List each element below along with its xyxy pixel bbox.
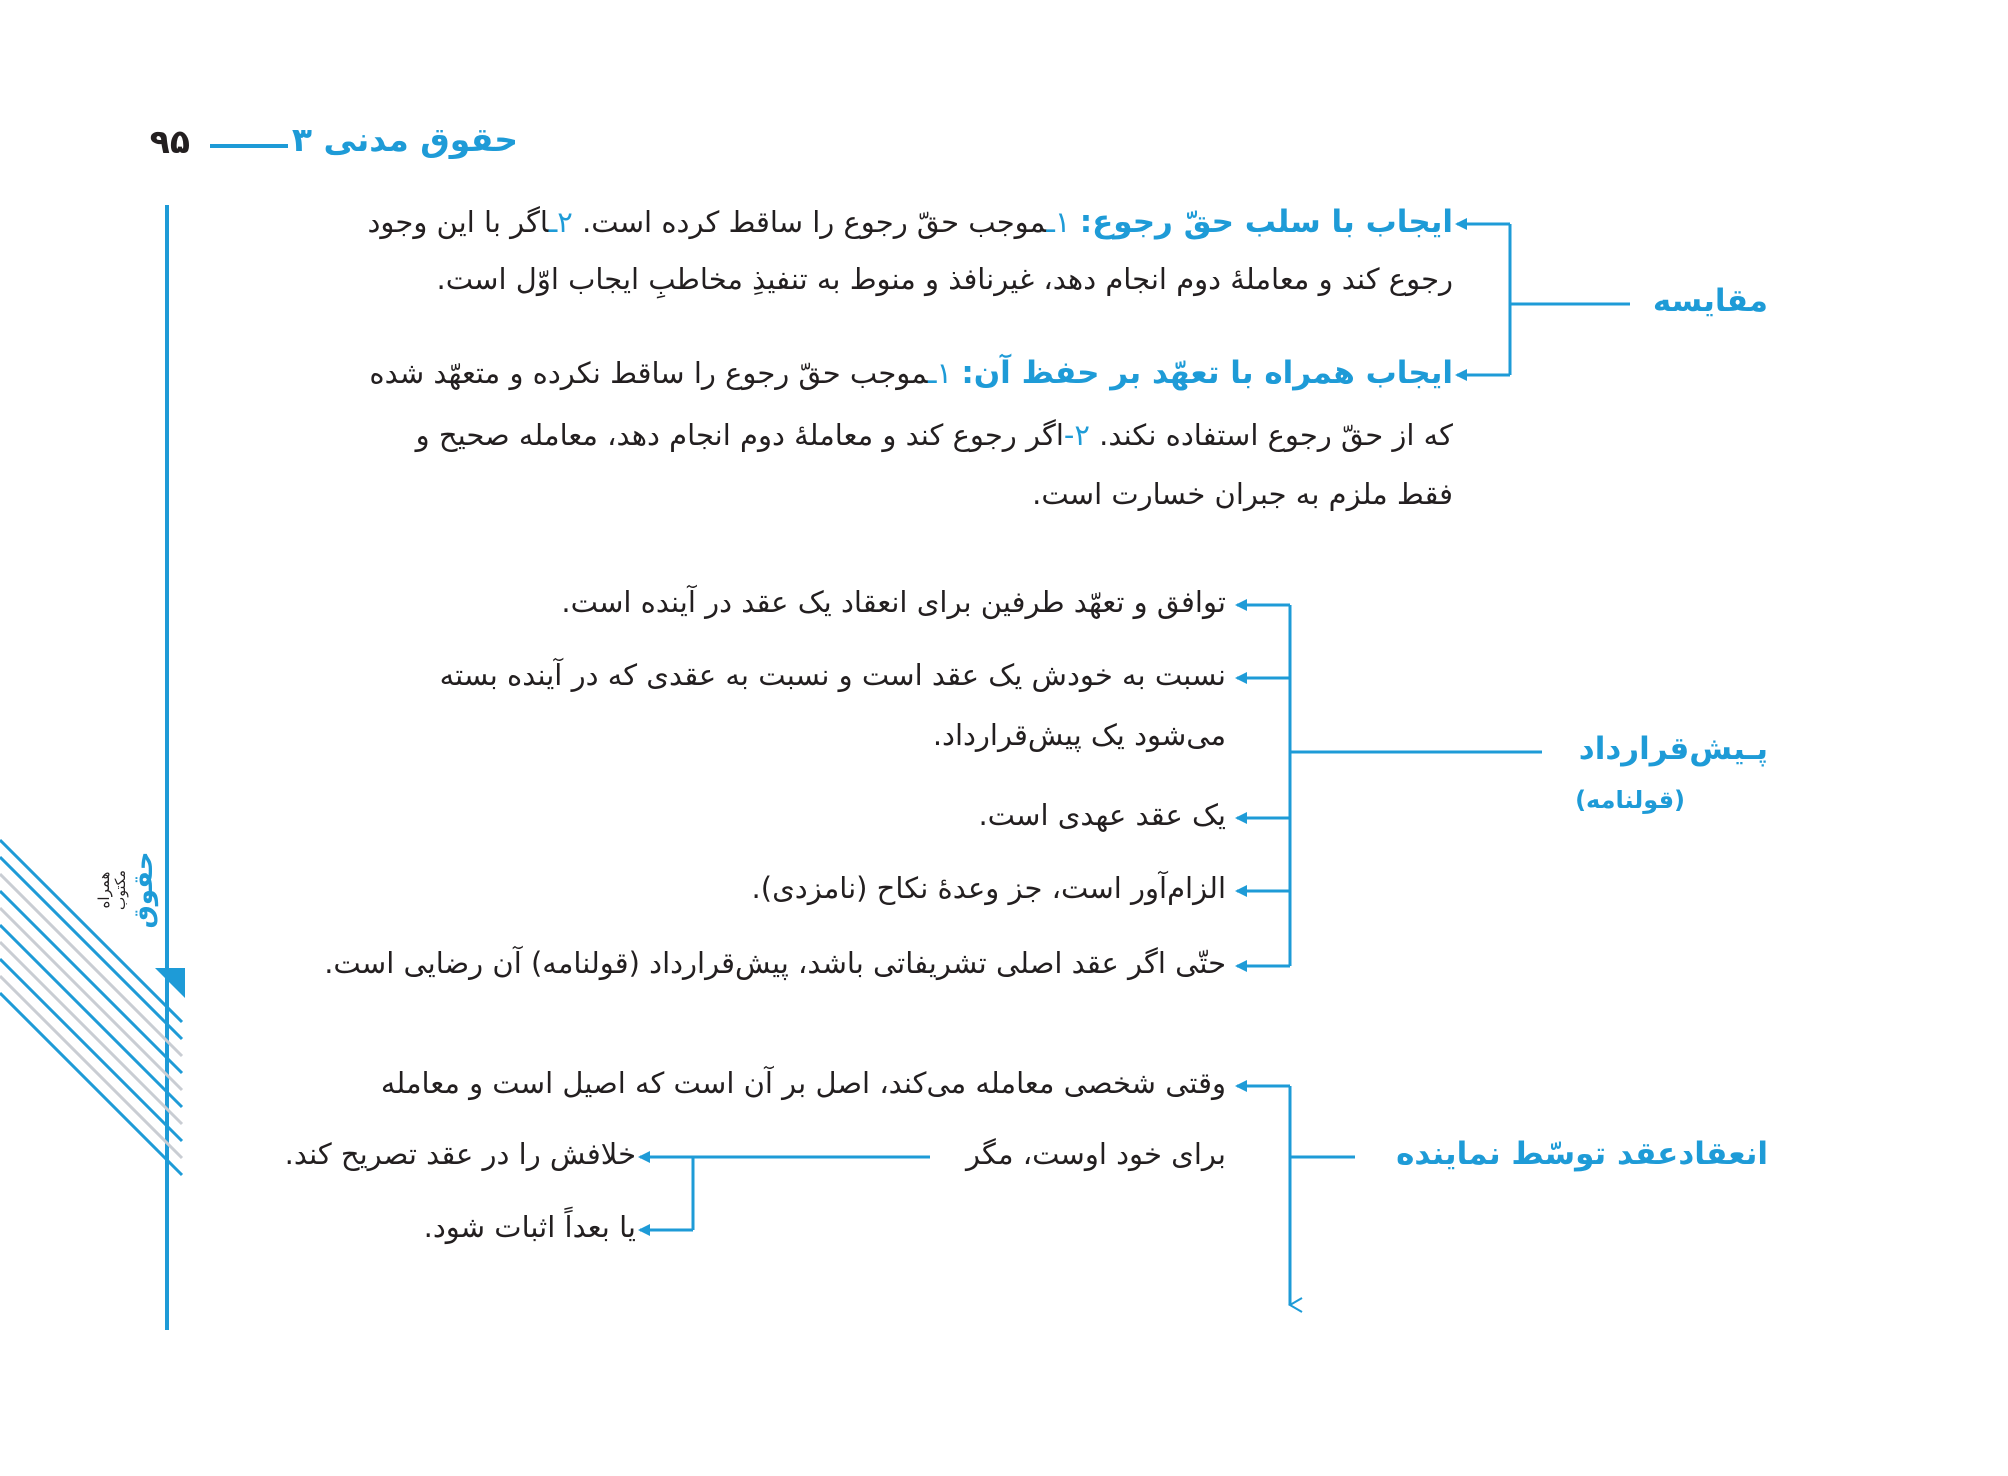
section2-item-5: حتّی اگر عقد اصلی تشریفاتی باشد، پیش‌قرارداد (قولنامه) آن رضایی است. [324, 946, 1226, 980]
section1-item1-rest1: موجب حقّ رجوع را ساقط کرده است. [582, 205, 1047, 239]
section2-item-2-cont: می‌شود یک پیش‌قرارداد. [932, 718, 1226, 752]
section1-bracket [1457, 224, 1630, 375]
section1-item2-n2: ۲- [1063, 418, 1090, 452]
page-number: ۹۵ [149, 122, 190, 161]
section1-item1-rest2: اگر با این وجود [367, 205, 549, 239]
section1-item1-line1 [368, 204, 1453, 240]
brand-line3: حقوق [129, 851, 159, 929]
section1-item2-rest1: موجب حقّ رجوع را ساقط نکرده و متعهّد شده [369, 356, 929, 390]
section2-bracket [1237, 605, 1542, 966]
section3-line2: برای خود اوست، مگر [965, 1137, 1226, 1171]
section3-label: انعقادعقد توسّط نماینده [1396, 1136, 1768, 1172]
section1-item2-line1 [369, 355, 1453, 391]
section1-item1-n2: ۲ـ [548, 205, 573, 239]
section2-sublabel: (قولنامه) [1575, 786, 1685, 814]
brand-logo [95, 830, 200, 950]
book-title: حقوق مدنی ۳ [291, 120, 518, 159]
section2-item-4: الزام‌آور است، جز وعدهٔ نکاح (نامزدی). [751, 871, 1226, 905]
section1-item2-heading: ایجاب همراه با تعهّد بر حفظ آن: [961, 355, 1453, 391]
section3-branch1: خلافش را در عقد تصریح کند. [284, 1137, 636, 1171]
section1-item2-line3: فقط ملزم به جبران خسارت است. [1032, 477, 1453, 511]
section1-item2-line2b: اگر رجوع کند و معاملهٔ دوم انجام دهد، معامله صحیح و [415, 418, 1064, 452]
section2-label: پـیش‌قرارداد [1578, 731, 1768, 767]
brand-line1: همراه [95, 871, 113, 909]
section3-bracket [640, 1086, 1355, 1305]
brand-line2: مکتوب [113, 870, 129, 910]
section1-item1-heading: ایجاب با سلب حقّ رجوع: [1079, 204, 1453, 240]
section2-item-3: یک عقد عهدی است. [978, 798, 1226, 832]
section1-label: مقایسه [1652, 283, 1768, 319]
section1-item2-line2 [416, 418, 1453, 452]
section3-line1: وقتی شخصی معامله می‌کند، اصل بر آن است که اصیل است و معامله [380, 1066, 1226, 1100]
section1-item2-n1: ۱ـ [928, 356, 953, 390]
section2-item-2: نسبت به خودش یک عقد است و نسبت به عقدی که در آینده بسته [439, 658, 1226, 692]
section1-item1-line2: رجوع کند و معاملهٔ دوم انجام دهد، غیرنافذ و منوط به تنفیذِ مخاطبِ ایجاب اوّل است. [436, 262, 1453, 296]
section2-item-1: توافق و تعهّد طرفین برای انعقاد یک عقد در آینده است. [561, 585, 1226, 619]
section3-branch2: یا بعداً اثبات شود. [423, 1210, 636, 1244]
section1-item1-n1: ۱ـ [1046, 205, 1071, 239]
section1-item2-line2a: که از حقّ رجوع استفاده نکند. [1099, 418, 1453, 452]
